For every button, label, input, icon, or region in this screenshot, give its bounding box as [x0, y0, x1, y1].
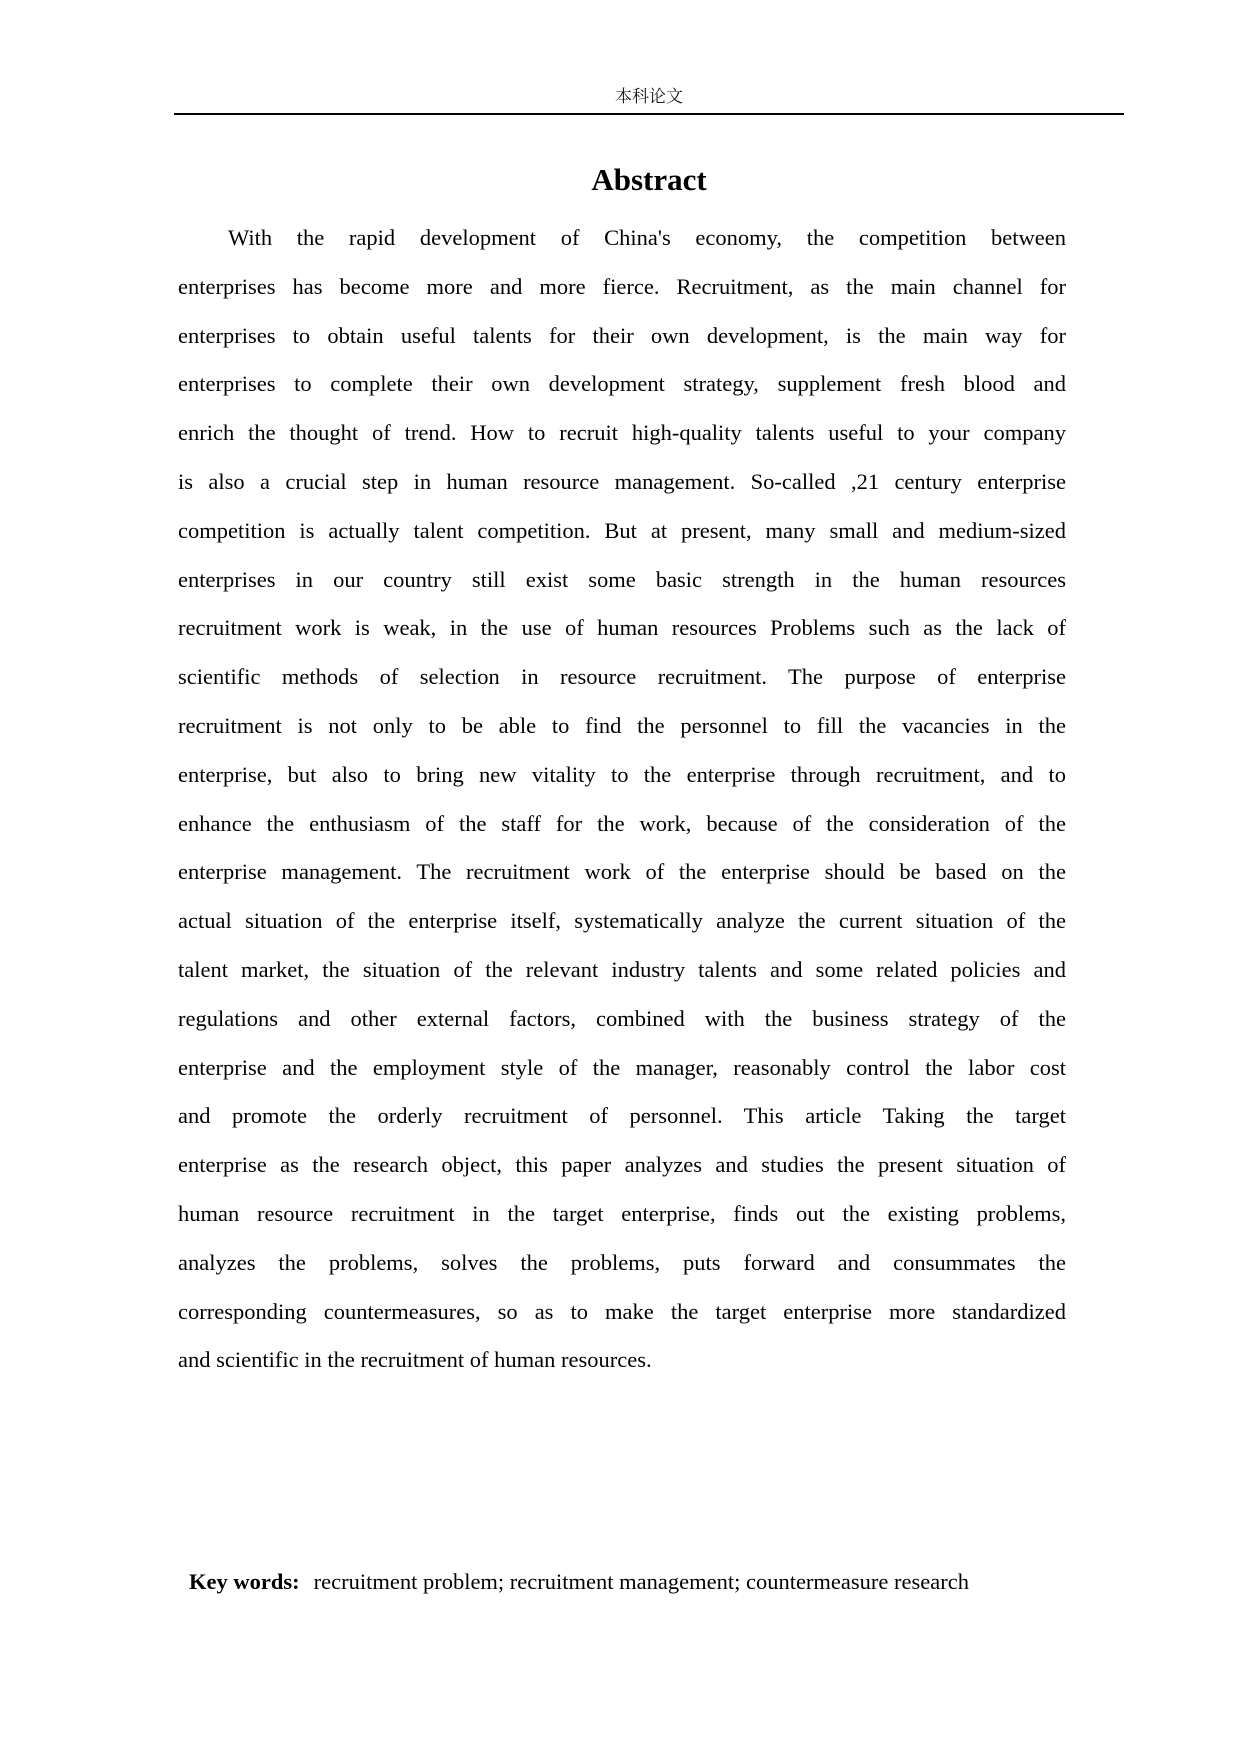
abstract-line: enterprise as the research object, this paper analyzes and studies the present situation of [178, 1152, 1066, 1178]
abstract-line: human resource recruitment in the target enterprise, finds out the existing problems, [178, 1200, 1066, 1226]
abstract-line: enterprises in our country still exist some basic strength in the human resources [178, 566, 1066, 592]
abstract-line: With the rapid development of China's economy, the competition between [228, 225, 1066, 250]
abstract-line: enterprise management. The recruitment work of the enterprise should be based on the [178, 859, 1066, 885]
abstract-line: talent market, the situation of the relevant industry talents and some related policies and [178, 956, 1066, 982]
abstract-line: and scientific in the recruitment of human resources. [178, 1347, 652, 1373]
abstract-line: competition is actually talent competition. But at present, many small and medium-sized [178, 517, 1066, 543]
abstract-line: recruitment work is weak, in the use of human resources Problems such as the lack of [178, 615, 1066, 641]
keywords-text: recruitment problem; recruitment management; countermeasure research [313, 1569, 969, 1594]
keywords-label: Key words: [189, 1569, 300, 1594]
running-header: 本科论文 [615, 87, 683, 107]
abstract-line: enterprises to complete their own development strategy, supplement fresh blood and [178, 371, 1066, 397]
abstract-line: regulations and other external factors, combined with the business strategy of the [178, 1005, 1066, 1031]
abstract-line: enterprise, but also to bring new vitality to the enterprise through recruitment, and to [178, 761, 1066, 787]
abstract-line: enterprise and the employment style of the manager, reasonably control the labor cost [178, 1054, 1066, 1080]
abstract-body [178, 214, 1066, 1385]
abstract-line: enterprises to obtain useful talents for their own development, is the main way for [178, 322, 1066, 348]
abstract-line: enrich the thought of trend. How to recruit high-quality talents useful to your company [178, 420, 1066, 446]
abstract-line: recruitment is not only to be able to find the personnel to fill the vacancies in the [178, 712, 1066, 738]
header-rule [174, 113, 1124, 115]
abstract-line: analyzes the problems, solves the problems, puts forward and consummates the [178, 1249, 1066, 1275]
abstract-line: enhance the enthusiasm of the staff for the work, because of the consideration of the [178, 810, 1066, 836]
abstract-line: corresponding countermeasures, so as to make the target enterprise more standardized [178, 1298, 1066, 1324]
keywords-line [189, 1566, 969, 1598]
abstract-line: is also a crucial step in human resource management. So-called ,21 century enterprise [178, 468, 1066, 494]
abstract-line: scientific methods of selection in resource recruitment. The purpose of enterprise [178, 664, 1066, 690]
abstract-title: Abstract [591, 162, 707, 197]
abstract-line: enterprises has become more and more fierce. Recruitment, as the main channel for [178, 273, 1066, 299]
abstract-line: actual situation of the enterprise itself, systematically analyze the current situation of the [178, 908, 1066, 934]
abstract-line: and promote the orderly recruitment of personnel. This article Taking the target [178, 1103, 1066, 1129]
